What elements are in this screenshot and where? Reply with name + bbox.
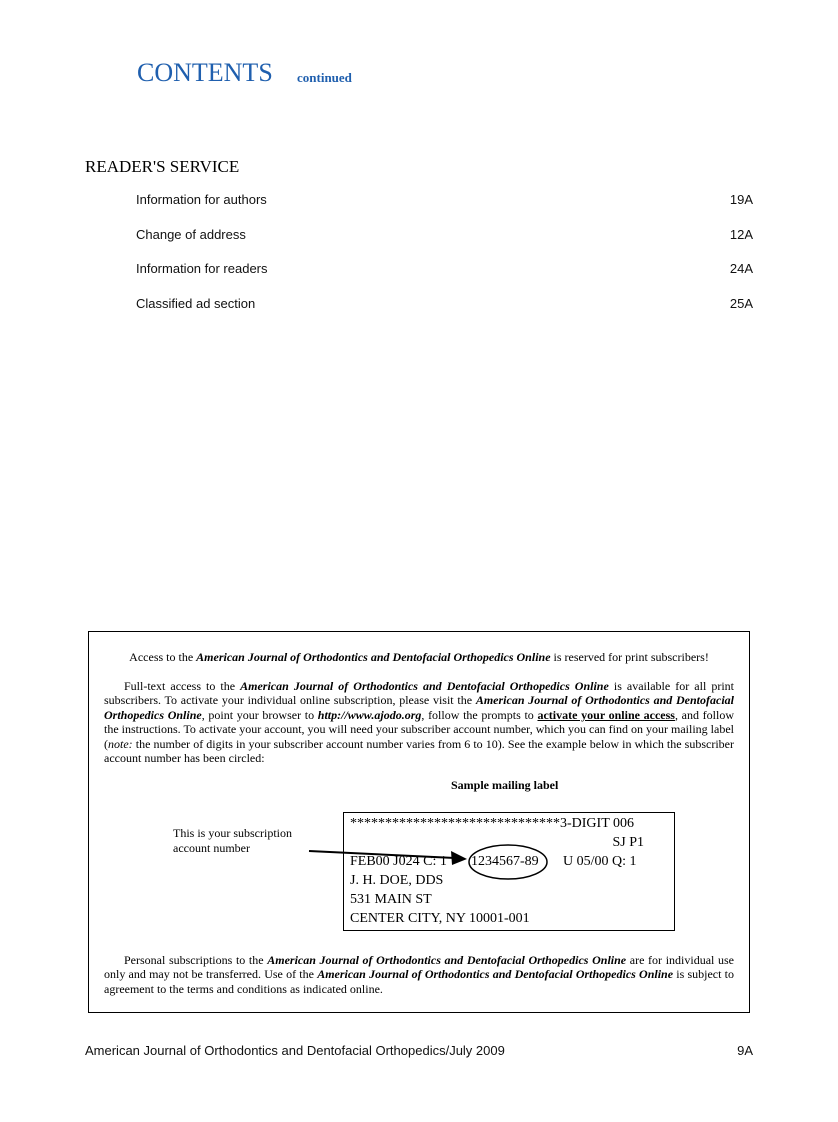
- section-heading: READER'S SERVICE: [85, 157, 240, 176]
- toc-item-label: Classified ad section: [136, 296, 256, 311]
- journal-name: American Journal of Orthodontics and Dentofacial Orthopedics Online: [196, 650, 551, 664]
- label-line: U 05/00 Q: 1: [563, 854, 637, 869]
- toc-item-label: Information for readers: [136, 261, 268, 276]
- text: Access to the: [129, 650, 197, 664]
- text: is available for all print subscribers. To activate your individual online subscription, please visit the: [104, 679, 734, 708]
- text: , and follow the instructions. To activate your account, you will need your subscriber account number, which you can find on your mailing label (: [104, 707, 734, 751]
- journal-name: American Journal of Orthodontics and Dentofacial Orthopedics Online: [104, 693, 734, 722]
- text: , follow the prompts to: [421, 707, 538, 722]
- online-access-notice: [88, 631, 750, 1013]
- text: is subject to agreement to the terms and conditions as indicated online.: [104, 967, 735, 996]
- page-footer: [85, 1043, 753, 1058]
- text: Personal subscriptions to the: [124, 953, 268, 967]
- toc-item-page: 12A: [729, 227, 753, 242]
- label-line: J. H. DOE, DDS: [350, 873, 444, 888]
- toc-item-label: Information for authors: [136, 192, 267, 207]
- toc-item[interactable]: [136, 296, 753, 311]
- toc-item-label: Change of address: [136, 227, 246, 242]
- note-line: This is your subscription: [173, 826, 292, 840]
- sample-label-title: Sample mailing label: [451, 778, 559, 792]
- text: is reserved for print subscribers!: [550, 650, 709, 664]
- toc-item-page: 19A: [729, 192, 753, 207]
- journal-name: American Journal of Orthodontics and Dentofacial Orthopedics Online: [267, 953, 627, 967]
- label-line: 531 MAIN ST: [350, 892, 432, 907]
- label-line: SJ P1: [612, 835, 644, 850]
- footer-page-number: 9A: [737, 1043, 753, 1058]
- label-line: ******************************3-DIGIT 006: [350, 816, 635, 831]
- page-subtitle: continued: [297, 70, 352, 85]
- account-number: 1234567-89: [471, 854, 539, 869]
- toc-item[interactable]: [136, 192, 753, 207]
- text: Full-text access to the: [124, 679, 241, 693]
- journal-name: American Journal of Orthodontics and Dentofacial Orthopedics Online: [317, 967, 674, 982]
- label-line: CENTER CITY, NY 10001-001: [350, 911, 530, 926]
- footer-journal: American Journal of Orthodontics and Dentofacial Orthopedics/July 2009: [85, 1043, 505, 1058]
- sample-mailing-label: [343, 812, 675, 931]
- notice-paragraph-3: [104, 953, 734, 996]
- text: , point your browser to: [201, 707, 318, 722]
- toc-item-page: 24A: [729, 261, 753, 276]
- label-line: FEB00 J024 C: 1: [350, 854, 447, 869]
- toc-item-page: 25A: [729, 296, 753, 311]
- note-line: account number: [173, 840, 250, 855]
- journal-name: American Journal of Orthodontics and Dentofacial Orthopedics Online: [240, 679, 609, 693]
- activate-access-link[interactable]: activate your online access: [537, 707, 675, 722]
- website-link[interactable]: http://www.ajodo.org: [317, 707, 422, 722]
- text: the number of digits in your subscriber account number varies from 6 to 10). See the example below in which the subscriber account number has been circled:: [104, 736, 734, 766]
- page-title: CONTENTS: [137, 58, 273, 87]
- text: are for individual use only and may not be transferred. Use of the: [104, 953, 734, 982]
- toc-item[interactable]: [136, 227, 753, 242]
- toc-item[interactable]: [136, 261, 753, 276]
- note-label: note:: [108, 736, 133, 751]
